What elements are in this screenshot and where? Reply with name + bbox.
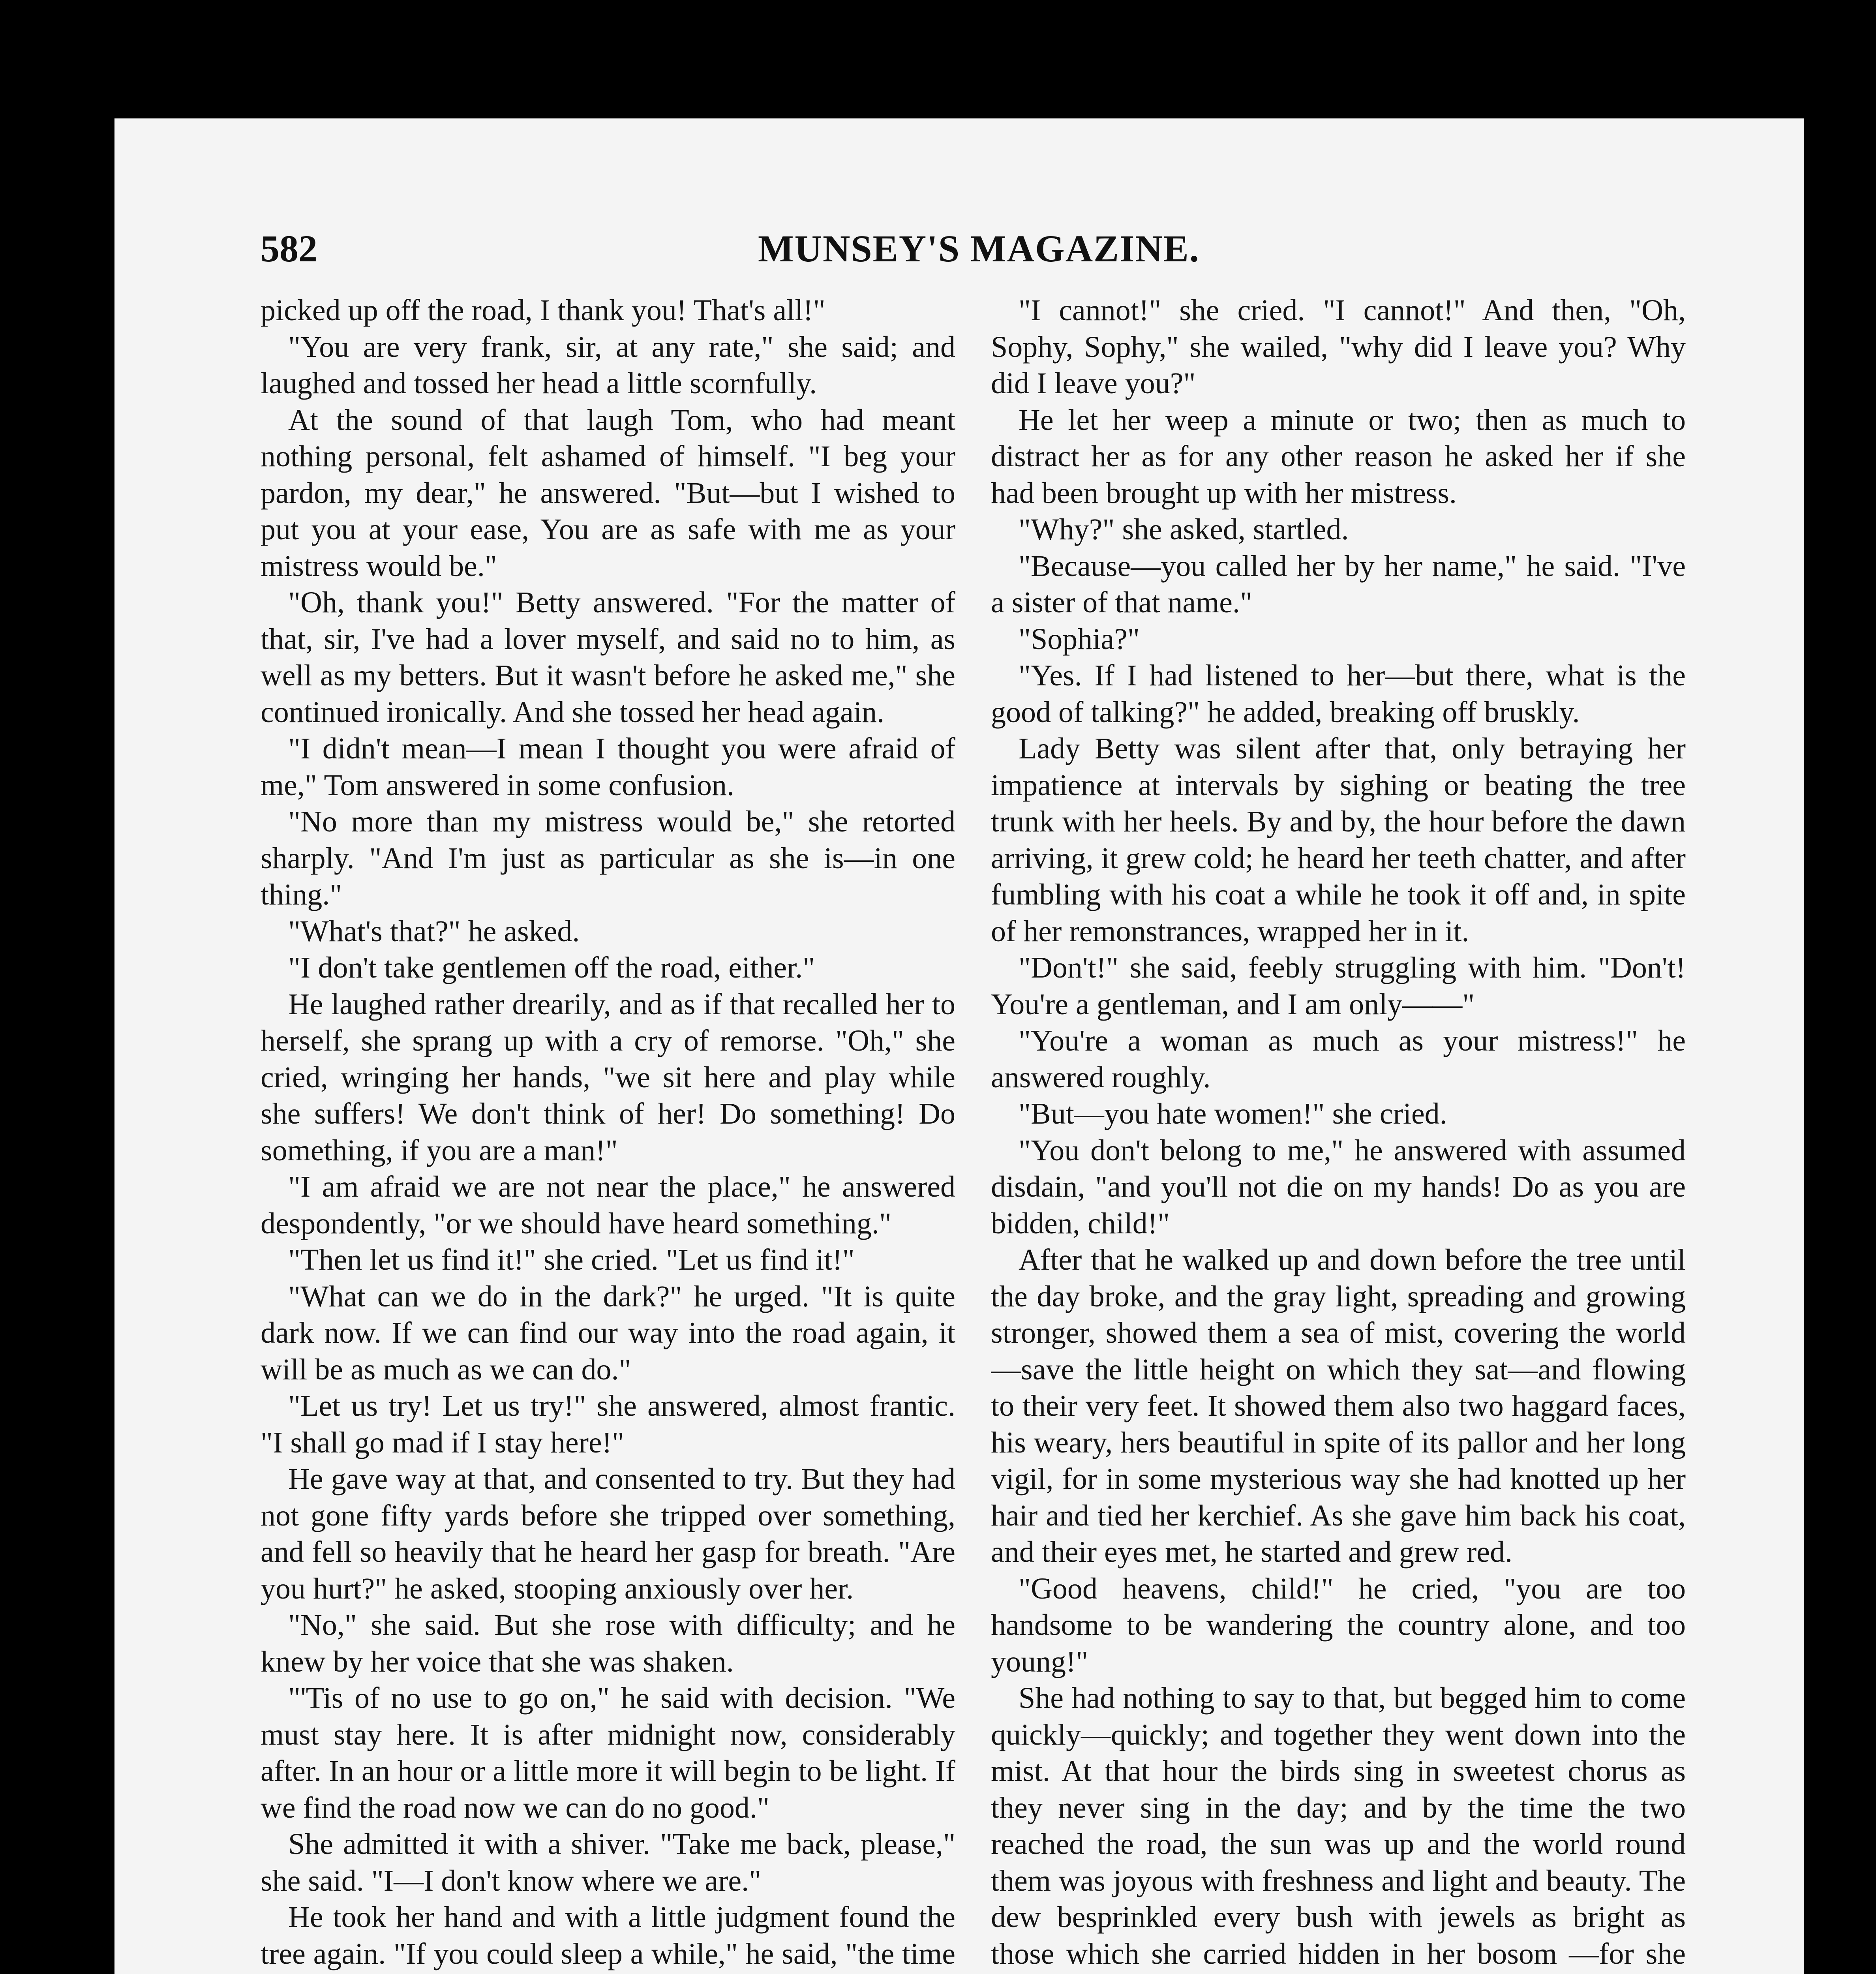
- paragraph: "What's that?" he asked.: [288, 914, 580, 948]
- paragraph: She had nothing to say to that, but begged him to come quickly—quickly; and together they went down into the mist. At that hour the birds sing in sweetest chorus as they never sing in the day; and by the time the two reached the road, the sun was up and the world round them was joyous with freshness and light and beauty. The dew besprinkled every bush with jewels as bright as those which she carried hidden in her bosom —for she: [991, 1681, 1686, 1970]
- paragraph: "Oh, thank you!" Betty answered. "For the matter of that, sir, I've had a lover myself, and said no to him, as well as my betters. But it wasn't before he asked me," she continued ironically. And she tossed her head again.: [261, 586, 955, 729]
- paragraph: "Let us try! Let us try!" she answered, almost frantic. "I shall go mad if I stay here!": [261, 1389, 955, 1459]
- page-header: [261, 219, 1682, 278]
- paragraph: "Then let us find it!" she cried. "Let us find it!": [288, 1243, 855, 1276]
- paragraph: "You don't belong to me," he answered with assumed disdain, "and you'll not die on my hands! Do as you are bidden, child!": [991, 1133, 1686, 1240]
- paragraph: "Good heavens, child!" he cried, "you are too handsome to be wandering the country alone, and too young!": [991, 1572, 1686, 1678]
- paragraph: She admitted it with a shiver. "Take me back, please," she said. "I—I don't know where we are.": [261, 1828, 955, 1897]
- paragraph: "I don't take gentlemen off the road, either.": [288, 951, 815, 984]
- paragraph: "'Tis of no use to go on," he said with decision. "We must stay here. It is after midnight now, considerably after. In an hour or a little more it will begin to be light. If we find the road now we can do no good.": [261, 1681, 955, 1824]
- paragraph: He let her weep a minute or two; then as much to distract her as for any other reason he asked her if she had been brought up with her mistress.: [991, 403, 1686, 510]
- paragraph: Lady Betty was silent after that, only betraying her impatience at intervals by sighing or beating the tree trunk with her heels. By and by, the hour before the dawn arriving, it grew cold; he heard her teeth chatter, and after fumbling with his coat a while he took it off and, in spite of her remonstrances, wrapped her in it.: [991, 732, 1686, 948]
- magazine-page: [114, 118, 1804, 1974]
- paragraph: "You're a woman as much as your mistress!" he answered roughly.: [991, 1024, 1686, 1094]
- paragraph: "Why?" she asked, startled.: [1019, 513, 1349, 546]
- paragraph: "Sophia?": [1019, 622, 1140, 656]
- paragraph: He laughed rather drearily, and as if that recalled her to herself, she sprang up with a cry of remorse. "Oh," she cried, wringing her hands, "we sit here and play while she suffers! We don't think of her! Do something! Do something, if you are a man!": [261, 987, 955, 1167]
- paragraph: "But—you hate women!" she cried.: [1019, 1097, 1447, 1130]
- paragraph: At the sound of that laugh Tom, who had meant nothing personal, felt ashamed of himself. "I beg your pardon, my dear," he answered. "But—but I wished to put you at your ease, You are as safe with me as your mistress would be.": [261, 403, 955, 583]
- paragraph: "No more than my mistress would be," she retorted sharply. "And I'm just as particular as she is—in one thing.": [261, 805, 955, 911]
- paragraph: "I didn't mean—I mean I thought you were afraid of me," Tom answered in some confusion.: [261, 732, 955, 802]
- page-number: 582: [261, 227, 317, 270]
- paragraph: "What can we do in the dark?" he urged. "It is quite dark now. If we can find our way into the road again, it will be as much as we can do.": [261, 1280, 955, 1386]
- paragraph: "No," she said. But she rose with difficulty; and he knew by her voice that she was shaken.: [261, 1608, 955, 1678]
- paragraph: "Yes. If I had listened to her—but there, what is the good of talking?" he added, breaking off bruskly.: [991, 659, 1686, 729]
- paragraph: "I cannot!" she cried. "I cannot!" And then, "Oh, Sophy, Sophy," she wailed, "why did I leave you? Why did I leave you?": [991, 294, 1686, 400]
- left-column: [261, 292, 955, 1974]
- paragraph: "Don't!" she said, feebly struggling with him. "Don't! You're a gentleman, and I am only——": [991, 951, 1686, 1021]
- paragraph: picked up off the road, I thank you! That's all!": [261, 294, 825, 327]
- paragraph: After that he walked up and down before the tree until the day broke, and the gray light, spreading and growing stronger, showed them a sea of mist, covering the world—save the little height on which they sat—and flowing to their very feet. It showed them also two haggard faces, his weary, hers beautiful in spite of its pallor and her long vigil, for in some mysterious way she had knotted up her hair and tied her kerchief. As she gave him back his coat, and their eyes met, he started and grew red.: [991, 1243, 1686, 1569]
- paragraph: "I am afraid we are not near the place," he answered despondently, "or we should have heard something.": [261, 1170, 955, 1240]
- paragraph: He took her hand and with a little judgment found the tree again. "If you could sleep a while," he said, "the time: [261, 1901, 955, 1970]
- paragraph: "You are very frank, sir, at any rate," she said; and laughed and tossed her head a little scornfully.: [261, 330, 955, 400]
- running-title: MUNSEY'S MAGAZINE.: [758, 227, 1200, 270]
- paragraph: "Because—you called her by her name," he said. "I've a sister of that name.": [991, 549, 1686, 619]
- paragraph: He gave way at that, and consented to try. But they had not gone fifty yards before she tripped over something, and fell so heavily that he heard her gasp for breath. "Are you hurt?" he asked, stooping anxiously over her.: [261, 1462, 955, 1605]
- right-column: [991, 292, 1686, 1974]
